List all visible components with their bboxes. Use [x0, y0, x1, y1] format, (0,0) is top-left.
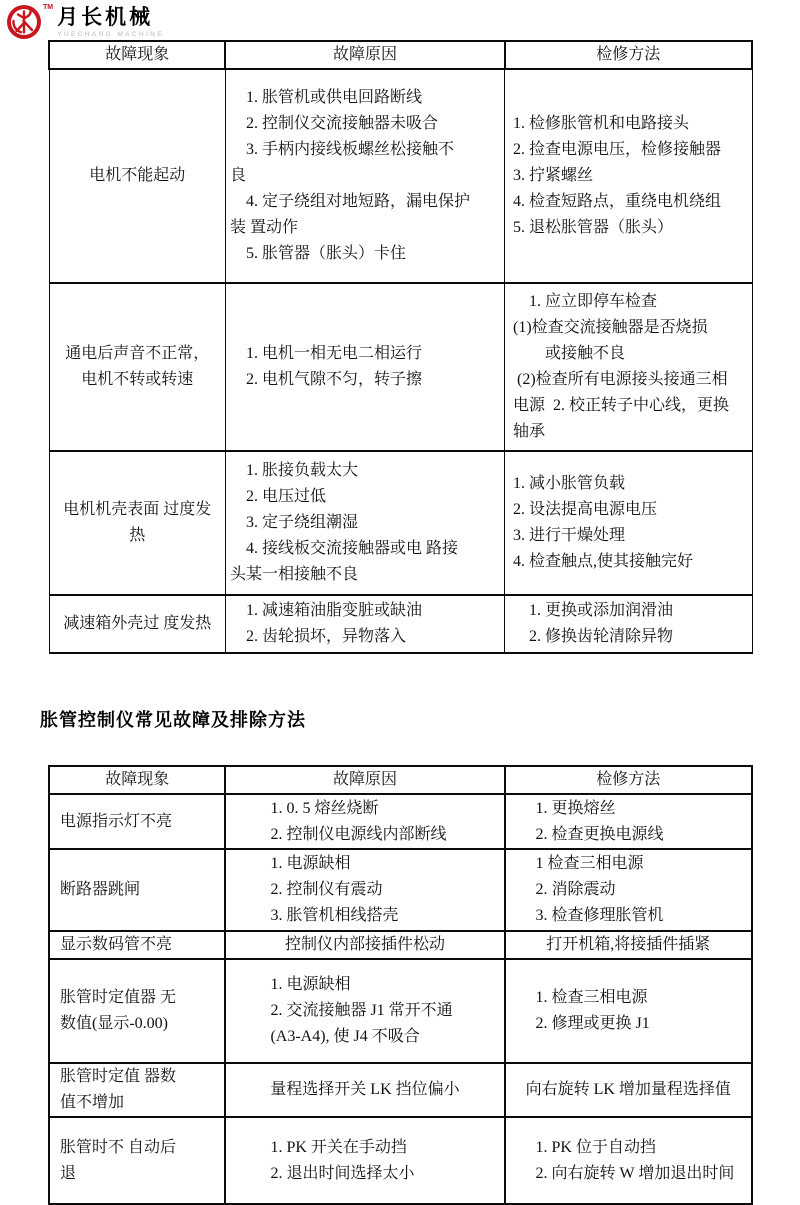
- cell-line: 量程选择开关 LK 挡位偏小: [270, 1081, 460, 1098]
- cell-line: 电机不能起动: [89, 167, 186, 184]
- cell-line: 2. 控制仪有震动: [270, 881, 383, 898]
- cause-cell: [225, 595, 504, 653]
- cell-line: 胀管时定值器 无: [60, 989, 177, 1006]
- cell-line: 2. 电压过低: [229, 488, 326, 505]
- cell-line: (1)检查交流接触器是否烧损: [513, 319, 708, 336]
- table-row: [49, 794, 752, 849]
- column-header: 检修方法: [505, 41, 752, 69]
- table-row: [49, 283, 752, 451]
- section-title: 胀管控制仪常见故障及排除方法: [40, 710, 306, 730]
- cell-line: 1. PK 位于自动挡: [535, 1138, 656, 1156]
- controller-fault-table: [48, 765, 753, 1205]
- column-header: 故障原因: [225, 766, 504, 794]
- cell-line: 4. 检查触点,使其接触完好: [513, 553, 694, 570]
- cell-line: 1. 电机一相无电二相运行: [229, 345, 422, 362]
- cell-line: 1. 检修胀管机和电路接头: [513, 115, 690, 132]
- cause-cell: [225, 794, 504, 849]
- cell-line: 值不增加: [60, 1094, 125, 1111]
- method-cell: [505, 849, 752, 931]
- cell-line: 1. 0. 5 熔丝烧断: [270, 799, 379, 817]
- brand-name-cn: 月长机械: [57, 6, 154, 29]
- cell-line: 热: [129, 527, 146, 544]
- cell-line: 断路器跳闸: [60, 881, 141, 898]
- phenomenon-cell: [49, 794, 225, 849]
- cell-line: 2. 齿轮损坏，异物落入: [229, 628, 406, 645]
- cell-line: 电源指示灯不亮: [60, 812, 173, 830]
- cell-line: 2. 修换齿轮清除异物: [513, 628, 674, 645]
- cause-cell: [225, 931, 504, 959]
- table-row: [49, 959, 752, 1063]
- table-row: [49, 595, 752, 653]
- cell-line: 3. 拧紧螺丝: [513, 167, 594, 184]
- cell-line: 1. 更换熔丝: [535, 799, 616, 817]
- cell-line: 数值(显示-0.00): [60, 1015, 168, 1032]
- cell-line: 5. 胀管器（胀头）卡住: [229, 245, 406, 262]
- cell-line: 3. 进行干燥处理: [513, 527, 626, 544]
- cause-cell: [225, 69, 504, 283]
- header-row: [49, 41, 752, 69]
- cell-line: (2)检查所有电源接头接通三相: [513, 371, 728, 388]
- table-row: [49, 849, 752, 931]
- cell-line: 1. 检查三相电源: [535, 989, 648, 1006]
- brand-text: [57, 4, 164, 38]
- cell-line: 2. 捡查电源电压，检修接触器: [513, 141, 722, 158]
- cell-line: 1. 应立即停车检查: [513, 293, 658, 310]
- cell-line: 2. 电机气隙不匀，转子擦: [229, 371, 422, 388]
- cell-line: 装 置动作: [229, 219, 298, 236]
- cell-line: 通电后声音不正常，: [65, 345, 210, 362]
- table-row: [49, 69, 752, 283]
- cell-line: 2. 向右旋转 W 增加退出时间: [535, 1164, 735, 1182]
- phenomenon-cell: [49, 1117, 225, 1204]
- trademark-symbol: TM: [43, 4, 54, 11]
- phenomenon-cell: [49, 849, 225, 931]
- cell-line: 4. 检查短路点，重绕电机绕组: [513, 193, 722, 210]
- method-cell: [505, 283, 752, 451]
- cell-line: 或接触不良: [513, 345, 626, 362]
- motor-fault-table: [48, 40, 753, 654]
- phenomenon-cell: [49, 451, 225, 595]
- cell-line: 2. 交流接触器 J1 常开不通: [270, 1002, 453, 1019]
- method-cell: [505, 1117, 752, 1204]
- cell-line: 2. 消除震动: [535, 881, 616, 898]
- cell-line: 控制仪内部接插件松动: [284, 936, 445, 953]
- table-row: [49, 1063, 752, 1117]
- cell-line: 1. 减小胀管负载: [513, 475, 626, 492]
- cell-line: 2. 控制仪交流接触器未吸合: [229, 115, 438, 132]
- cell-line: 电机机壳表面 过度发: [63, 501, 212, 518]
- method-cell: [505, 794, 752, 849]
- brand-logo-icon: [6, 4, 42, 40]
- cell-line: 3. 手柄内接线板螺丝松接触不: [229, 141, 454, 158]
- brand-logo: [6, 4, 164, 40]
- phenomenon-cell: [49, 283, 225, 451]
- phenomenon-cell: [49, 69, 225, 283]
- cell-line: 2. 检查更换电源线: [535, 825, 664, 843]
- cell-line: 电源 2. 校正转子中心线，更换: [513, 397, 730, 414]
- cell-line: 退: [60, 1164, 77, 1182]
- cell-line: 显示数码管不亮: [60, 936, 173, 953]
- cell-line: (A3-A4), 使 J4 不吸合: [270, 1028, 420, 1045]
- cell-line: 1 检查三相电源: [535, 855, 644, 872]
- cell-line: 2. 设法提高电源电压: [513, 501, 658, 518]
- header-row: [49, 766, 752, 794]
- cause-cell: [225, 959, 504, 1063]
- method-cell: [505, 451, 752, 595]
- cell-line: 1. 更换或添加润滑油: [513, 602, 674, 619]
- cell-line: 1. 电源缺相: [270, 976, 351, 993]
- cell-line: 良: [229, 167, 246, 184]
- method-cell: [505, 931, 752, 959]
- method-cell: [505, 69, 752, 283]
- cell-line: 3. 检查修理胀管机: [535, 907, 664, 924]
- table-row: [49, 1117, 752, 1204]
- cell-line: 2. 控制仪电源线内部断线: [270, 825, 447, 843]
- cell-line: 4. 接线板交流接触器或电 路接: [229, 540, 458, 557]
- cell-line: 轴承: [513, 423, 546, 440]
- cell-line: 2. 修理或更换 J1: [535, 1015, 650, 1032]
- cause-cell: [225, 451, 504, 595]
- column-header: 故障原因: [225, 41, 504, 69]
- cell-line: 电机不转或转速: [81, 371, 194, 388]
- cause-cell: [225, 849, 504, 931]
- column-header: 故障现象: [49, 766, 225, 794]
- cell-line: 打开机箱,将接插件插紧: [546, 936, 711, 953]
- brand-name-en: YUECHANG MACHINE: [57, 31, 165, 38]
- cell-line: 减速箱外壳过 度发热: [63, 615, 212, 632]
- table-row: [49, 931, 752, 959]
- phenomenon-cell: [49, 931, 225, 959]
- cause-cell: [225, 1063, 504, 1117]
- column-header: 检修方法: [505, 766, 752, 794]
- cell-line: 1. 减速箱油脂变脏或缺油: [229, 602, 422, 619]
- cell-line: 1. PK 开关在手动挡: [270, 1138, 407, 1156]
- method-cell: [505, 1063, 752, 1117]
- method-cell: [505, 959, 752, 1063]
- method-cell: [505, 595, 752, 653]
- phenomenon-cell: [49, 1063, 225, 1117]
- cell-line: 2. 退出时间选择太小: [270, 1164, 415, 1182]
- cell-line: 1. 胀接负载太大: [229, 462, 358, 479]
- cell-line: 1. 胀管机或供电回路断线: [229, 89, 422, 106]
- column-header: 故障现象: [49, 41, 225, 69]
- cell-line: 5. 退松胀管器（胀头）: [513, 219, 674, 236]
- cell-line: 向右旋转 LK 增加量程选择值: [525, 1081, 731, 1098]
- cell-line: 头某一相接触不良: [229, 566, 358, 583]
- cause-cell: [225, 283, 504, 451]
- cell-line: 4. 定子绕组对地短路，漏电保护: [229, 193, 470, 210]
- cell-line: 1. 电源缺相: [270, 855, 351, 872]
- cause-cell: [225, 1117, 504, 1204]
- cell-line: 胀管时不 自动后: [60, 1138, 177, 1156]
- table-row: [49, 451, 752, 595]
- cell-line: 胀管时定值 器数: [60, 1068, 177, 1085]
- phenomenon-cell: [49, 595, 225, 653]
- phenomenon-cell: [49, 959, 225, 1063]
- cell-line: 3. 定子绕组潮湿: [229, 514, 358, 531]
- cell-line: 3. 胀管机相线搭壳: [270, 907, 399, 924]
